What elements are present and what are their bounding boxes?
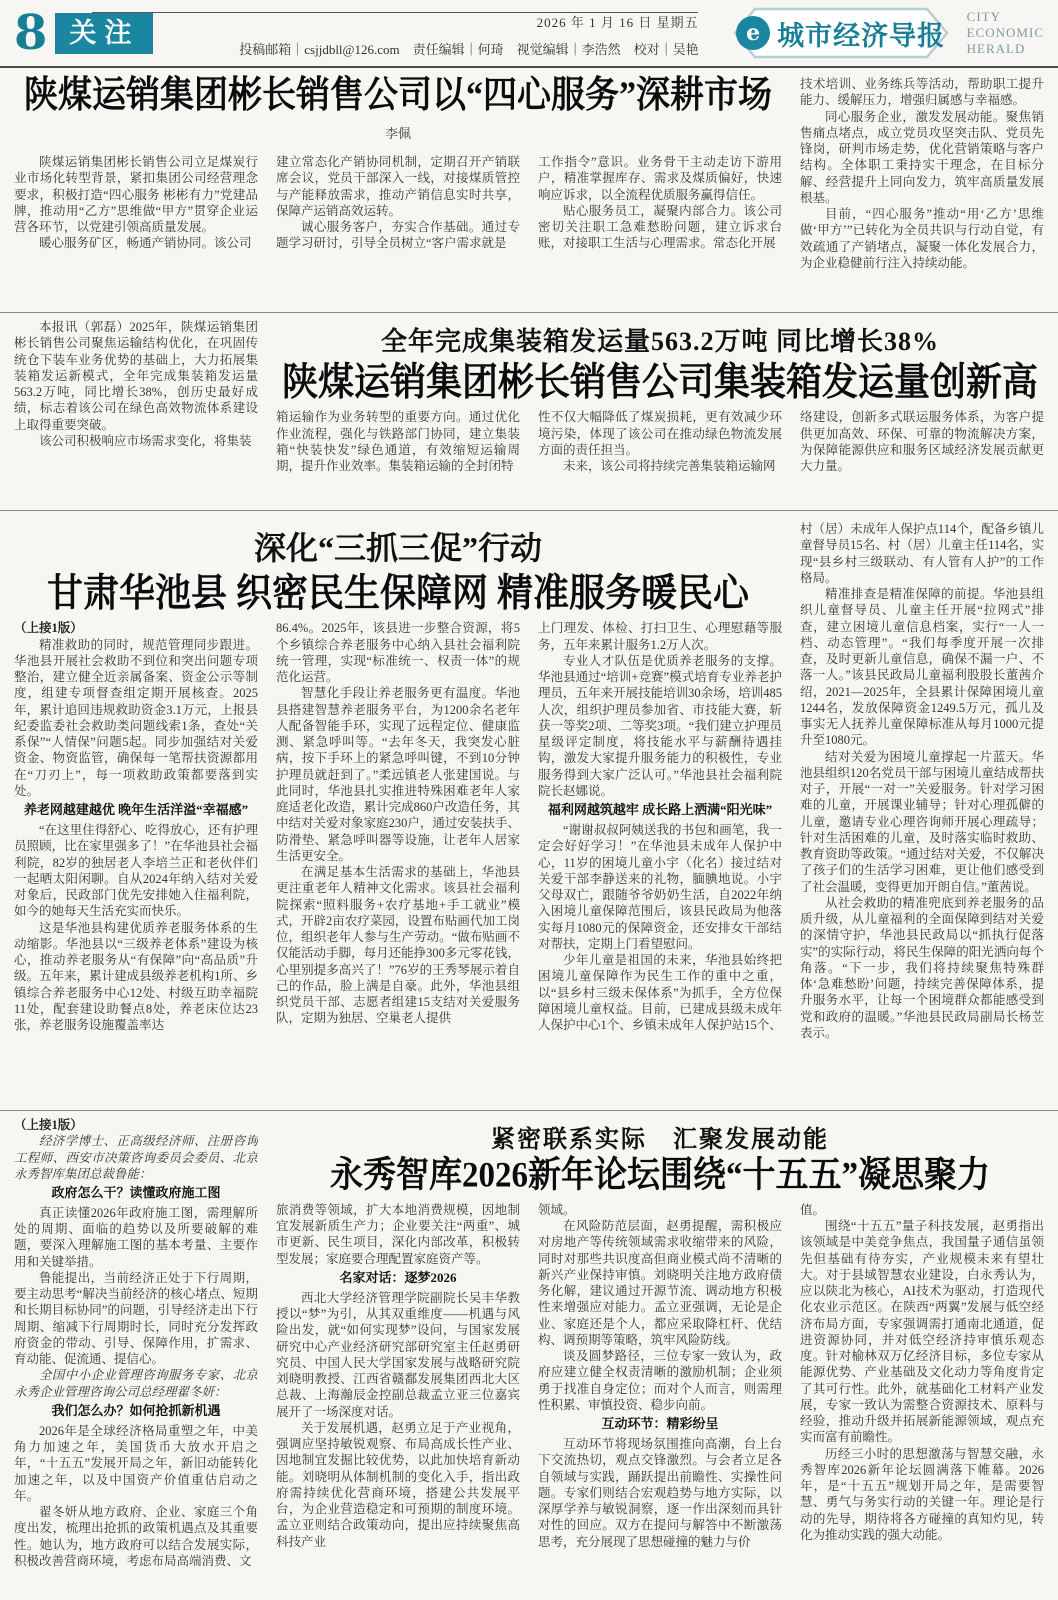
article-4-column-3 <box>538 1202 782 1600</box>
issue-date: 2026 年 1 月 16 日 星期五 <box>536 15 699 30</box>
paragraph: 历经三小时的思想激荡与智慧交融，永秀智库2026新年论坛圆满落下帷幕。2026年，是“十五五”规划开局之年，是需要智慧、勇气与务实行动的关键一年。理论是行动的先导，期待将各方碰撞的真知灼见，转化为推动实践的强大动能。 <box>800 1446 1044 1542</box>
article-4-columns <box>276 1202 1044 1600</box>
paragraph: 在满足基本生活需求的基础上，华池县更注重老年人精神文化需求。该县社会福利院探索“照料服务+农疗基地+手工就业”模式，开辟2亩农疗菜园，设置布贴画代加工岗位，组织老年人参与生产劳动。“做布贴画不仅能活动手脚，每月还能挣300多元零花钱，心里别提多高兴了！”76岁的王秀琴展示着自己的作品，脸上满是自豪。此外，华池县组织党员干部、志愿者组建15支结对关爱服务队，定期为独居、空巢老人提供 <box>276 865 520 1026</box>
paragraph: 性不仅大幅降低了煤炭损耗，更有效减少环境污染，体现了该公司在推动绿色物流发展方面的责任担当。 <box>538 410 782 457</box>
paragraph: 从社会救助的精准兜底到养老服务的品质升级，从儿童福利的全面保障到结对关爱的深情守护，华池县民政局以“抓执行促落实”的实际行动，将民生保障的阳光洒向每个角落。“下一步，我们将持续聚焦特殊群体‘急难愁盼’问题，持续完善保障体系，提升服务水平，让每一个困境群众都能感受到党和政府的温暖。”华池县民政局副局长杨苙表示。 <box>800 895 1044 1040</box>
paragraph: 暖心服务矿区，畅通产销协同。该公司 <box>39 236 252 251</box>
paragraph: 该公司积极响应市场需求变化，将集装 <box>39 433 252 448</box>
paragraph: 精准排查是精准保障的前提。华池县组织儿童督导员、儿童主任开展“拉网式”排查，建立困境儿童信息档案，实行“一人一档、动态管理”。“我们每季度开展一次排查，及时更新儿童信息，确保不漏一户、不落一人。”该县民政局儿童福利股股长董茜介绍，2021—2025年，全县累计保障困境儿童1244名，发放保障资金1249.5万元，孤儿及事实无人抚养儿童保障标准从每月1000元提升至1080元。 <box>800 587 1044 748</box>
paragraph: 贴心服务员工，凝聚内部合力。该公司密切关注职工急难愁盼问题，建立诉求台账，对接职工生活与心理需求。常态化开展 <box>538 203 782 251</box>
article-3-columns <box>14 620 782 1110</box>
paragraph: 智慧化手段让养老服务更有温度。华池县搭建智慧养老服务平台，为1200余名老年人配备智能手环，实现了远程定位、健康监测、紧急呼叫等。“去年冬天，我突发心脏病，按下手环上的紧急呼叫键，不到10分钟护理员就赶到了。”柔远镇老人张建国说。与此同时，华池县扎实推进特殊困难老年人家庭适老化改造，累计完成860户改造任务，其中结对关爱对象家庭230户，通过安装扶手、防滑垫、紧急呼叫器等设施，让老年人居家生活更安全。 <box>276 686 520 863</box>
article-4-kicker: 紧密联系实际 汇聚发展动能 <box>491 1127 829 1153</box>
article-4-column-4 <box>800 1202 1044 1600</box>
masthead-title-cn: 城市经济导报 <box>777 20 946 51</box>
paragraph: “谢谢叔叔阿姨送我的书包和画笔，我一定会好好学习！”在华池县未成年人保护中心，11岁的困境儿童小宇（化名）接过结对关爱干部李静送来的礼物，腼腆地说。小宇父母双亡，跟随爷爷奶奶生活，自2022年纳入困境儿童保障范围后，该县民政局为他落实每月1080元的保障资金，还安排女干部结对帮扶，定期上门看望慰问。 <box>538 823 782 951</box>
paragraph: 谈及圆梦路径，三位专家一致认为，政府应建立健全权责清晰的激励机制；企业须勇于找准自身定位；而对个人而言，则需理性积累、审慎投资、稳步向前。 <box>538 1349 782 1412</box>
paragraph: 真正读懂2026年政府施工图，需理解所处的周期、面临的趋势以及所要破解的难题，要深入理解施工图的基本考量、主要作用和关键举措。 <box>14 1205 258 1269</box>
article-3-column-2 <box>276 620 520 1110</box>
column-subhead: 名家对话：逐梦2026 <box>339 1269 457 1285</box>
paragraph: 络建设，创新多式联运服务体系，为客户提供更加高效、环保、可靠的物流解决方案，为保障能源供应和服务区域经济发展贡献更大力量。 <box>800 410 1044 474</box>
article-2-headline: 陕煤运销集团彬长销售公司集装箱发运量创新高 <box>281 360 1038 404</box>
article-huachi-livelihood <box>0 510 1058 1110</box>
paragraph: 上门理发、体检、打扫卫生、心理慰藉等服务，五年来累计服务1.2万人次。 <box>538 621 782 652</box>
paragraph: 值。 <box>800 1202 826 1217</box>
article-container-shipment-record <box>0 312 1058 510</box>
masthead-title-en <box>967 9 1044 58</box>
paragraph: 西北大学经济管理学院副院长吴丰华教授以“梦”为引，从其双重维度——机遇与风险出发，就“如何实现梦”设问，与国家发展研究中心产业经济研究部研究室主任赵勇研究员、中国人民大学国家发展与战略研究院刘晓明教授、江西省赣鄱发展集团西北大区总裁、上海瀚辰金控副总裁孟立亚三位嘉宾展开了一场深度对话。 <box>276 1290 520 1419</box>
header-info <box>153 12 722 58</box>
speaker-intro: 经济学博士、正高级经济师、注册咨询工程师、西安市决策咨询委员会委员、北京永秀智库集团总裁鲁能： <box>14 1134 258 1181</box>
masthead-diamond <box>723 6 959 60</box>
paragraph: 翟冬妍从地方政府、企业、家庭三个角度出发，梳理出抢抓的政策机遇点及其重要性。她认为，地方政府可以结合发展实际，积极改善营商环境，考虑布局高端消费、文 <box>14 1505 258 1568</box>
article-2-kicker: 全年完成集装箱发运量563.2万吨 同比增长38% <box>380 327 939 356</box>
paragraph: 关于发展机遇，赵勇立足于产业视角，强调应坚持敏锐观察、布局高成长性产业、因地制宜发掘比较优势，以此加快培育新动能。刘晓明从体制机制的变化入手，指出政府需持续优化营商环境，搭建公共发展平台，为企业营造稳定和可预期的制度环境。孟立亚则结合政策动向，提出应持续聚焦高科技产业 <box>276 1420 520 1549</box>
article-1-column-4 <box>800 74 1044 312</box>
article-1-column-3 <box>538 154 782 312</box>
article-2-column-4 <box>800 409 1044 510</box>
paragraph: 建立常态化产销协同机制，定期召开产销联席会议，党员干部深入一线，对接煤质管控与产能释放需求，推动产销信息实时共享，保障产运销高效运转。 <box>276 155 520 218</box>
paragraph: 旅消费等领域，扩大本地消费规模，因地制宜发展新质生产力；企业要关注“两重”、城市更新、民生项目，深化内部改革，积极转型发展；家庭要合理配置家庭资产等。 <box>276 1202 520 1266</box>
article-1-main <box>14 74 782 312</box>
paragraph: 围绕“十五五”量子科技发展，赵勇指出该领域是中美竞争焦点，我国量子通信虽领先但基础有待夯实，产业规模未来有望壮大。对于县域智慧农业建设，白永秀认为，应以陕北为核心，AI技术为驱动，打造现代化农业示范区。在陕西“两翼”发展与低空经济布局方面，专家强调需打通南北通道，促进资源协同，并对低空经济持审慎乐观态度。针对榆林双万亿经济目标，多位专家从能源优势、产业基础及文化动力等角度肯定了其可行性。此外，就基础化工材料产业发展，专家一致认为需整合资源技术、原料与经验，推动升级并拓展新能源领域，观点充实而富有前瞻性。 <box>800 1219 1044 1445</box>
article-3-column-1 <box>14 620 258 1110</box>
article-1-byline: 李佩 <box>384 126 411 142</box>
paragraph: 诚心服务客户，夯实合作基础。通过专题学习研讨，引导全员树立“客户需求就是 <box>276 220 520 251</box>
masthead-en-line: HERALD <box>966 41 1026 57</box>
page-header <box>0 0 1058 68</box>
paragraph: 陕煤运销集团彬长销售公司立足煤炭行业市场化转型背景，紧扣集团公司经营理念要求，积极打造“四心服务 彬彬有力”党建品牌，推动用“乙方”思维做“甲方”贯穿企业运营各环节，以党建引领高质量发展。 <box>14 155 258 235</box>
speaker-intro: 全国中小企业管理咨询服务专家、北京永秀企业管理咨询公司总经理翟冬妍： <box>14 1368 258 1399</box>
paragraph: 本报讯（郭磊）2025年，陕煤运销集团彬长销售公司聚焦运输结构优化，在巩固传统仓下装车业务优势的基础上，大力拓展集装箱发运新模式，全年完成集装箱发运量563.2万吨，同比增长38%，创历史最好成绩，标志着该公司在绿色高效物流体系建设上取得重要突破。 <box>14 320 258 432</box>
paragraph: 在风险防范层面，赵勇提醒，需积极应对房地产等传统领域需求收缩带来的风险，同时对那些共识度高但商业模式尚不清晰的新兴产业保持审慎。刘晓明关注地方政府债务化解，建议通过开源节流、调动地方积极性来增强应对能力。孟立亚强调，无论是企业、家庭还是个人，都应采取降杠杆、优结构、调预期等策略，筑牢风险防线。 <box>538 1219 782 1347</box>
column-subhead: 互动环节：精彩纷呈 <box>601 1416 719 1432</box>
paragraph: 技术培训、业务练兵等活动，帮助职工提升能力、缓解压力，增强归属感与幸福感。 <box>800 77 1044 108</box>
article-2-column-3 <box>538 409 782 510</box>
masthead-inner <box>723 6 959 60</box>
article-3-column-4 <box>800 517 1044 1110</box>
paragraph: 未来，该公司将持续完善集装箱运输网 <box>563 459 776 474</box>
article-2-column-1 <box>14 319 258 510</box>
article-4-column-2 <box>276 1202 520 1600</box>
paragraph: 这是华池县构建优质养老服务体系的生动缩影。华池县以“三级养老体系”建设为核心，推动养老服务从“有保障”向“高品质”升级。五年来，累计建成县级养老机构1所、乡镇综合养老服务中心12处、村级互助幸福院11处，配套建设助餐点8处，养老床位达23张，养老服务设施覆盖率达 <box>14 920 258 1033</box>
masthead-en-line: ECONOMIC <box>966 24 1044 40</box>
article-3-main <box>14 517 782 1110</box>
column-subhead: 养老网越建越优 晚年生活洋溢“幸福感” <box>23 802 249 818</box>
article-3-kicker: 深化“三抓三促”行动 <box>253 530 542 566</box>
paragraph: 少年儿童是祖国的未来，华池县始终把困境儿童保障作为民生工作的重中之重，以“县乡村三级未保体系”为抓手，全方位保障困境儿童权益。目前，已建成县级未成年人保护中心1个、乡镇未成年人保护站15个、 <box>538 953 782 1033</box>
article-4-headline: 永秀智库2026新年论坛围绕“十五五”凝思聚力 <box>330 1156 990 1196</box>
page-number: 8 <box>14 5 48 61</box>
masthead-en-line: CITY <box>966 8 1001 24</box>
column-subhead: 福利网越筑越牢 成长路上洒满“阳光味” <box>547 802 773 818</box>
article-4-column-1 <box>14 1117 258 1600</box>
article-3-headline: 甘肃华池县 织密民生保障网 精准服务暖民心 <box>46 571 749 615</box>
paragraph: “在这里住得舒心、吃得放心，还有护理员照顾，比在家里强多了！”在华池县社会福利院，82岁的独居老人李培兰正和老伙伴们一起晒太阳闲聊。自从2024年纳入结对关爱对象后，民政部门优先安排她入住福利院，如今的她每天生活充实而快乐。 <box>14 823 258 919</box>
paragraph: 2026年是全球经济格局重塑之年，中美角力加速之年，美国货币大放水开启之年，“十五五”发展开局之年，新旧动能转化加速之年，以及中国资产价值重估启动之年。 <box>14 1423 258 1503</box>
article-1-column-2 <box>276 154 520 312</box>
continued-from-note: （上接1版） <box>14 1118 83 1132</box>
article-4-main <box>276 1117 1044 1600</box>
article-1-column-1 <box>14 154 258 312</box>
paragraph: 结对关爱为困境儿童撑起一片蓝天。华池县组织120名党员干部与困境儿童结成帮扶对子，开展“一对一”关爱服务。针对学习困难的儿童，开展课业辅导；针对心理孤僻的儿童，邀请专业心理咨询师开展心理疏导；针对生活困难的儿童，及时落实临时救助、教育资助等政策。“通过结对关爱，不仅解决了孩子们的生活学习困难，更让他们感受到了社会温暖，变得更加开朗自信。”董茜说。 <box>800 749 1044 894</box>
article-2-column-2 <box>276 409 520 510</box>
paragraph: 鲁能提出，当前经济正处于下行周期，要主动思考“解决当前经济的核心堵点、短期和长期目标协同”的问题，引导经济走出下行周期、缩减下行周期时长，同时充分发挥政府资金的带动、引导、保障作用，扩需求、育动能、促流通、提信心。 <box>14 1270 258 1367</box>
paragraph: 目前，“四心服务”推动“用‘乙方’思维做‘甲方’”已转化为全员共识与行动自觉，有效疏通了产销堵点，凝聚一体化发展合力，为企业稳健前行注入持续动能。 <box>800 207 1044 270</box>
column-subhead: 我们怎么办？如何抢抓新机遇 <box>51 1402 221 1418</box>
article-1-headline: 陕煤运销集团彬长销售公司以“四心服务”深耕市场 <box>24 75 772 116</box>
column-subhead: 政府怎么干？读懂政府施工图 <box>51 1185 221 1200</box>
paragraph: 箱运输作为业务转型的重要方向。通过优化作业流程，强化与铁路部门协同，建立集装箱“快装快发”绿色通道，有效缩短运输周期，提升作业效率。集装箱运输的全封闭特 <box>276 410 520 474</box>
article-2-columns <box>276 409 1044 510</box>
paragraph: 工作指令”意识。业务骨干主动走访下游用户，精准掌握库存、需求及煤质偏好，快速响应诉求，以全流程优质服务赢得信任。 <box>538 155 782 202</box>
continued-from-note: （上接1版） <box>14 621 83 636</box>
paragraph: 精准救助的同时，规范管理同步跟进。华池县开展社会救助不到位和突出问题专项整治，建立健全近亲属备案、资金公示等制度，组建专项督查组定期开展核查。2025年，累计追回违规救助资金3.1万元，上报县纪委监委社会救助类问题线索1条，查处“关系保”“人情保”问题5起。同步加强结对关爱资金、物资监管，确保每一笔帮扶资源都用在“刀刃上”，每一项救助政策都要落到实处。 <box>14 637 258 798</box>
section-name-badge: 关注 <box>55 13 153 54</box>
paragraph: 同心服务企业，激发发展动能。聚焦销售痛点堵点，成立党员攻坚突击队、党员先锋岗，研判市场走势，优化营销策略与客户结构。全体职工秉持实干理念，在目标分解、经营提升上同向发力，筑牢高质量发展根基。 <box>800 109 1044 205</box>
paragraph: 领域。 <box>538 1202 576 1217</box>
herald-logo-icon: e <box>736 16 770 50</box>
paragraph: 86.4%。2025年，该县进一步整合资源，将5个乡镇综合养老服务中心纳入县社会福利院统一管理，实现“标准统一、权责一体”的规范化运营。 <box>276 621 520 685</box>
article-3-column-3 <box>538 620 782 1110</box>
article-yongxiu-forum <box>0 1110 1058 1600</box>
paragraph: 村（居）未成年人保护点114个，配备乡镇儿童督导员15名、村（居）儿童主任114名，实现“县乡村三级联动、有人管有人护”的工作格局。 <box>800 522 1044 585</box>
article-2-main <box>276 319 1044 510</box>
article-1-columns <box>14 154 782 312</box>
paragraph: 专业人才队伍是优质养老服务的支撑。华池县通过“培训+竞赛”模式培育专业养老护理员，五年来开展技能培训30余场，培训485人次，组织护理员参加省、市技能大赛，斩获一等奖2项、二等奖3项。“我们建立护理员星级评定制度，将技能水平与薪酬待遇挂钩，激发大家提升服务能力的积极性，专业服务得到大家广泛认可。”华池县社会福利院院长赵娜说。 <box>538 653 782 798</box>
article-sxm-four-hearts-service <box>0 68 1058 312</box>
masthead <box>723 6 1044 60</box>
contact-editors-line: 投稿邮箱｜csjjdbll@126.com 责任编辑｜何琦 视觉编辑｜李浩然 校对｜吴艳 <box>239 42 699 57</box>
paragraph: 互动环节将现场氛围推向高潮，台上台下交流热切，观点交锋激烈。与会者立足各自领域与实践，踊跃提出前瞻性、实操性问题。专家们则结合宏观趋势与地方实际，以深厚学养与敏锐洞察，逐一作出深刻而具针对性的回应。双方在提问与解答中不断激荡思考，充分展现了思想碰撞的魅力与价 <box>538 1437 782 1549</box>
